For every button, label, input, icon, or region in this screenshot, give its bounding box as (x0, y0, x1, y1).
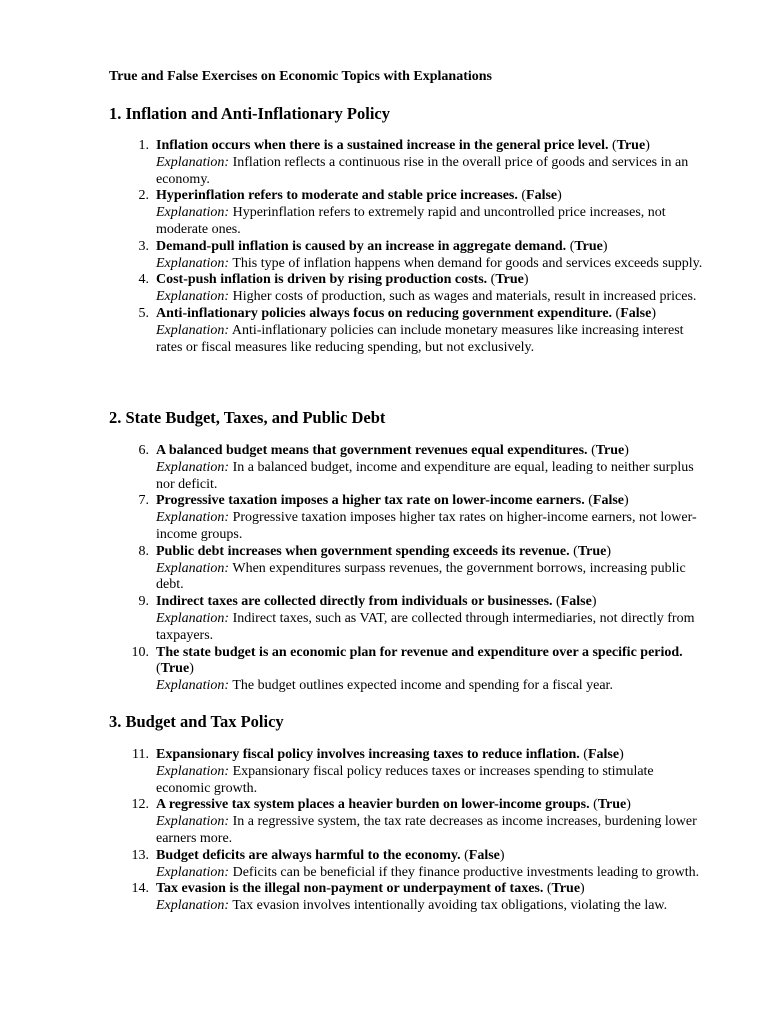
statement-text: Inflation occurs when there is a sustained increase in the general price level. (156, 138, 609, 153)
explanation-label: Explanation: (156, 763, 230, 779)
list-item: 2. Hyperinflation refers to moderate and stable price increases. (False) Explanation: Hyperinflation refers to extremely rapid and uncontrolled price increases, not moderate ones. (0, 188, 768, 238)
answer-label: False (560, 594, 592, 610)
explanation-text: When expenditures surpass revenues, the government borrows, increasing public debt. (156, 560, 686, 593)
explanation-label: Explanation: (156, 814, 230, 830)
statement-text: A balanced budget means that government revenues equal expenditures. (156, 443, 588, 458)
answer-label: False (587, 747, 620, 762)
item-number: 4. (138, 272, 149, 288)
explanation-label: Explanation: (156, 560, 230, 576)
explanation-label: Explanation: (156, 154, 230, 170)
explanation-label: Explanation: (156, 678, 230, 694)
explanation-text: Inflation reflects a continuous rise in the overall price of goods and services in an economy. (156, 154, 689, 187)
list-item: 7. Progressive taxation imposes a higher tax rate on lower-income earners. (False) Explanation: Progressive taxation imposes higher tax rates on higher-income earners, not lower-income groups. (0, 493, 768, 543)
item-number: 10. (131, 644, 149, 660)
item-number: 11. (132, 747, 149, 762)
explanation-label: Explanation: (156, 898, 230, 914)
list-item: 13. Budget deficits are always harmful to the economy. (False) Explanation: Deficits can be beneficial if they finance productive investments leading to growth. (0, 848, 768, 882)
statement-text: The state budget is an economic plan for revenue and expenditure over a specific period. (156, 644, 683, 660)
answer-label: True (595, 443, 625, 458)
item-number: 5. (138, 305, 149, 321)
list-item: 10. The state budget is an economic plan for revenue and expenditure over a specific period. (True) Explanation: The budget outlines expected income and spending for a fiscal year. (0, 645, 768, 695)
item-number: 13. (131, 847, 149, 863)
statement-text: Budget deficits are always harmful to the economy. (156, 847, 461, 863)
answer-label: True (551, 881, 581, 897)
item-number: 2. (138, 188, 149, 204)
item-number: 3. (138, 238, 149, 254)
section-heading: 2. State Budget, Taxes, and Public Debt (109, 408, 386, 427)
explanation-text: Expansionary fiscal policy reduces taxes or increases spending to stimulate economic growth. (156, 763, 654, 796)
answer-label: True (616, 138, 646, 153)
list-item: 8. Public debt increases when government spending exceeds its revenue. (True) Explanation: When expenditures surpass revenues, the government borrows, increasing public debt. (0, 544, 768, 594)
explanation-label: Explanation: (156, 510, 230, 526)
list-item: 11. Expansionary fiscal policy involves increasing taxes to reduce inflation. (False) Explanation: Expansionary fiscal policy reduces taxes or increases spending to stimulate economic growth. (0, 747, 768, 797)
explanation-text: In a regressive system, the tax rate decreases as income increases, burdening lower earners more. (156, 814, 697, 846)
explanation-text: Tax evasion involves intentionally avoiding tax obligations, violating the law. (232, 898, 668, 914)
answer-label: True (495, 272, 524, 288)
item-list (0, 138, 768, 356)
answer-label: False (620, 305, 652, 321)
explanation-text: Hyperinflation refers to extremely rapid and uncontrolled price increases, not moderate ones. (156, 205, 666, 237)
section-heading: 1. Inflation and Anti-Inflationary Policy (109, 104, 390, 123)
item-number: 14. (131, 881, 149, 897)
explanation-label: Explanation: (156, 322, 230, 338)
answer-label: False (526, 188, 558, 204)
answer-label: True (597, 797, 627, 813)
explanation-text: In a balanced budget, income and expenditure are equal, leading to neither surplus nor deficit. (156, 459, 694, 492)
list-item: 9. Indirect taxes are collected directly from individuals or businesses. (False) Explanation: Indirect taxes, such as VAT, are collected through intermediaries, not directly from taxpayers. (0, 594, 768, 644)
explanation-text: Progressive taxation imposes higher tax rates on higher-income earners, not lower-income groups. (156, 510, 697, 542)
document-title: True and False Exercises on Economic Topics with Explanations (109, 69, 492, 84)
list-item: 1. Inflation occurs when there is a sustained increase in the general price level. (True) Explanation: Inflation reflects a continuous rise in the overall price of goods and services in an economy. (0, 138, 768, 188)
statement-text: Demand-pull inflation is caused by an increase in aggregate demand. (156, 238, 567, 254)
statement-text: Tax evasion is the illegal non-payment or underpayment of taxes. (156, 881, 544, 897)
list-item: 3. Demand-pull inflation is caused by an increase in aggregate demand. (True) Explanation: This type of inflation happens when demand for goods and services exceeds supply. (0, 239, 768, 273)
explanation-label: Explanation: (156, 255, 230, 271)
section-heading: 3. Budget and Tax Policy (109, 712, 284, 731)
answer-label: True (160, 661, 190, 677)
list-item: 6. A balanced budget means that government revenues equal expenditures. (True) Explanation: In a balanced budget, income and expenditure are equal, leading to neither surplus nor deficit. (0, 443, 768, 493)
statement-text: Cost-push inflation is driven by rising production costs. (156, 272, 488, 288)
item-list (0, 443, 768, 695)
statement-text: Expansionary fiscal policy involves increasing taxes to reduce inflation. (156, 747, 580, 762)
item-number: 7. (138, 493, 149, 509)
statement-text: Indirect taxes are collected directly from individuals or businesses. (156, 594, 553, 610)
list-item: 5. Anti-inflationary policies always focus on reducing government expenditure. (False) Explanation: Anti-inflationary policies can include monetary measures like increasing interest rates or fiscal measures like reducing spending, but not exclusively. (0, 306, 768, 356)
item-number: 12. (131, 797, 149, 813)
item-number: 1. (138, 138, 149, 153)
statement-text: Hyperinflation refers to moderate and stable price increases. (156, 188, 518, 204)
item-list (0, 747, 768, 915)
explanation-text: The budget outlines expected income and spending for a fiscal year. (232, 678, 613, 694)
statement-text: Public debt increases when government spending exceeds its revenue. (156, 543, 570, 559)
answer-label: True (577, 543, 607, 559)
explanation-text: This type of inflation happens when demand for goods and services exceeds supply. (232, 255, 703, 271)
explanation-label: Explanation: (156, 610, 230, 626)
explanation-label: Explanation: (156, 864, 230, 880)
list-item: 4. Cost-push inflation is driven by rising production costs. (True) Explanation: Higher costs of production, such as wages and materials, result in increased prices. (0, 272, 768, 306)
explanation-text: Higher costs of production, such as wages and materials, result in increased prices. (232, 289, 697, 305)
explanation-label: Explanation: (156, 289, 230, 305)
list-item: 14. Tax evasion is the illegal non-payment or underpayment of taxes. (True) Explanation: Tax evasion involves intentionally avoiding tax obligations, violating the law. (0, 881, 768, 915)
statement-text: A regressive tax system places a heavier burden on lower-income groups. (156, 797, 590, 813)
statement-text: Anti-inflationary policies always focus on reducing government expenditure. (156, 305, 613, 321)
list-item: 12. A regressive tax system places a heavier burden on lower-income groups. (True) Explanation: In a regressive system, the tax rate decreases as income increases, burdening lower earners more. (0, 797, 768, 847)
explanation-text: Deficits can be beneficial if they finance productive investments leading to growth. (232, 864, 700, 880)
answer-label: False (592, 493, 625, 509)
answer-label: True (574, 238, 603, 254)
explanation-text: Anti-inflationary policies can include monetary measures like increasing interest rates or fiscal measures like reducing spending, but not exclusively. (156, 322, 684, 355)
statement-text: Progressive taxation imposes a higher tax rate on lower-income earners. (156, 493, 585, 509)
item-number: 9. (138, 594, 149, 610)
explanation-text: Indirect taxes, such as VAT, are collected through intermediaries, not directly from taxpayers. (156, 610, 695, 643)
explanation-label: Explanation: (156, 459, 230, 475)
explanation-label: Explanation: (156, 205, 230, 221)
item-number: 8. (138, 543, 149, 559)
item-number: 6. (138, 443, 149, 458)
answer-label: False (468, 847, 500, 863)
